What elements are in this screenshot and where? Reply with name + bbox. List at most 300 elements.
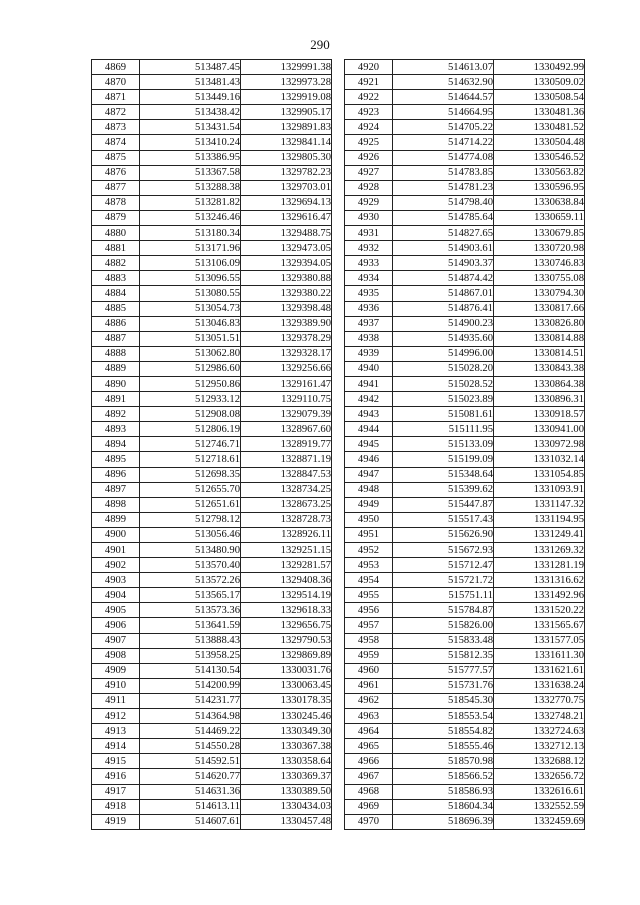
table-row [345, 407, 585, 422]
point-number-cell: 4935 [345, 286, 393, 301]
y-coordinate-cell: 1331621.61 [494, 663, 585, 678]
x-coordinate-cell: 515626.90 [393, 527, 494, 542]
point-number-cell: 4915 [92, 754, 140, 769]
point-number-cell: 4950 [345, 512, 393, 527]
table-row [92, 135, 332, 150]
table-row [345, 346, 585, 361]
point-number-cell: 4907 [92, 633, 140, 648]
table-row [345, 754, 585, 769]
table-row [92, 799, 332, 814]
table-row [345, 180, 585, 195]
y-coordinate-cell: 1329656.75 [241, 618, 332, 633]
y-coordinate-cell: 1330367.38 [241, 739, 332, 754]
point-number-cell: 4875 [92, 150, 140, 165]
table-row [92, 165, 332, 180]
point-number-cell: 4869 [92, 60, 140, 75]
point-number-cell: 4966 [345, 754, 393, 769]
point-number-cell: 4969 [345, 799, 393, 814]
table-row [345, 709, 585, 724]
x-coordinate-cell: 515133.09 [393, 437, 494, 452]
x-coordinate-cell: 518554.82 [393, 724, 494, 739]
point-number-cell: 4882 [92, 256, 140, 271]
table-row [345, 210, 585, 225]
table-row [345, 271, 585, 286]
point-number-cell: 4944 [345, 422, 393, 437]
coordinates-table-body [345, 60, 585, 830]
table-row [92, 376, 332, 391]
table-row [345, 663, 585, 678]
point-number-cell: 4959 [345, 648, 393, 663]
table-row [92, 784, 332, 799]
point-number-cell: 4894 [92, 437, 140, 452]
x-coordinate-cell: 514996.00 [393, 346, 494, 361]
table-row [345, 195, 585, 210]
y-coordinate-cell: 1330814.51 [494, 346, 585, 361]
table-row [345, 150, 585, 165]
point-number-cell: 4891 [92, 392, 140, 407]
x-coordinate-cell: 514631.36 [140, 784, 241, 799]
x-coordinate-cell: 515199.09 [393, 452, 494, 467]
y-coordinate-cell: 1330972.98 [494, 437, 585, 452]
point-number-cell: 4970 [345, 814, 393, 829]
x-coordinate-cell: 513958.25 [140, 648, 241, 663]
y-coordinate-cell: 1329281.57 [241, 558, 332, 573]
y-coordinate-cell: 1331054.85 [494, 467, 585, 482]
x-coordinate-cell: 514935.60 [393, 331, 494, 346]
y-coordinate-cell: 1331611.30 [494, 648, 585, 663]
y-coordinate-cell: 1332616.61 [494, 784, 585, 799]
table-row [345, 452, 585, 467]
table-row [345, 301, 585, 316]
y-coordinate-cell: 1332459.69 [494, 814, 585, 829]
table-row [92, 271, 332, 286]
x-coordinate-cell: 515833.48 [393, 633, 494, 648]
y-coordinate-cell: 1330843.38 [494, 361, 585, 376]
table-row [92, 527, 332, 542]
table-row [92, 437, 332, 452]
x-coordinate-cell: 515712.47 [393, 558, 494, 573]
point-number-cell: 4947 [345, 467, 393, 482]
point-number-cell: 4941 [345, 376, 393, 391]
x-coordinate-cell: 515812.35 [393, 648, 494, 663]
table-row [345, 678, 585, 693]
x-coordinate-cell: 512655.70 [140, 482, 241, 497]
x-coordinate-cell: 513431.54 [140, 120, 241, 135]
x-coordinate-cell: 514607.61 [140, 814, 241, 829]
y-coordinate-cell: 1330481.36 [494, 105, 585, 120]
point-number-cell: 4878 [92, 195, 140, 210]
table-row [345, 90, 585, 105]
y-coordinate-cell: 1330509.02 [494, 75, 585, 90]
y-coordinate-cell: 1329380.22 [241, 286, 332, 301]
point-number-cell: 4877 [92, 180, 140, 195]
point-number-cell: 4871 [92, 90, 140, 105]
y-coordinate-cell: 1329398.48 [241, 301, 332, 316]
x-coordinate-cell: 513056.46 [140, 527, 241, 542]
y-coordinate-cell: 1328967.60 [241, 422, 332, 437]
y-coordinate-cell: 1329256.66 [241, 361, 332, 376]
point-number-cell: 4906 [92, 618, 140, 633]
x-coordinate-cell: 514620.77 [140, 769, 241, 784]
table-row [92, 543, 332, 558]
y-coordinate-cell: 1330755.08 [494, 271, 585, 286]
x-coordinate-cell: 518566.52 [393, 769, 494, 784]
x-coordinate-cell: 514613.11 [140, 799, 241, 814]
table-row [345, 603, 585, 618]
point-number-cell: 4956 [345, 603, 393, 618]
x-coordinate-cell: 515447.87 [393, 497, 494, 512]
x-coordinate-cell: 513246.46 [140, 210, 241, 225]
x-coordinate-cell: 513054.73 [140, 301, 241, 316]
y-coordinate-cell: 1330063.45 [241, 678, 332, 693]
x-coordinate-cell: 513288.38 [140, 180, 241, 195]
x-coordinate-cell: 518604.34 [393, 799, 494, 814]
y-coordinate-cell: 1331249.41 [494, 527, 585, 542]
table-row [345, 361, 585, 376]
table-row [92, 497, 332, 512]
point-number-cell: 4879 [92, 210, 140, 225]
y-coordinate-cell: 1330245.46 [241, 709, 332, 724]
point-number-cell: 4876 [92, 165, 140, 180]
table-row [92, 120, 332, 135]
table-row [345, 256, 585, 271]
y-coordinate-cell: 1330896.31 [494, 392, 585, 407]
y-coordinate-cell: 1330481.52 [494, 120, 585, 135]
table-row [92, 361, 332, 376]
y-coordinate-cell: 1330563.82 [494, 165, 585, 180]
y-coordinate-cell: 1330457.48 [241, 814, 332, 829]
y-coordinate-cell: 1330918.57 [494, 407, 585, 422]
point-number-cell: 4886 [92, 316, 140, 331]
x-coordinate-cell: 515028.52 [393, 376, 494, 391]
x-coordinate-cell: 514130.54 [140, 663, 241, 678]
x-coordinate-cell: 514613.07 [393, 60, 494, 75]
table-row [92, 769, 332, 784]
point-number-cell: 4920 [345, 60, 393, 75]
y-coordinate-cell: 1331316.62 [494, 573, 585, 588]
y-coordinate-cell: 1332552.59 [494, 799, 585, 814]
x-coordinate-cell: 513572.26 [140, 573, 241, 588]
y-coordinate-cell: 1328919.77 [241, 437, 332, 452]
point-number-cell: 4897 [92, 482, 140, 497]
x-coordinate-cell: 514867.01 [393, 286, 494, 301]
point-number-cell: 4939 [345, 346, 393, 361]
table-row [92, 482, 332, 497]
y-coordinate-cell: 1330941.00 [494, 422, 585, 437]
x-coordinate-cell: 512950.86 [140, 376, 241, 391]
table-row [92, 814, 332, 829]
y-coordinate-cell: 1329616.47 [241, 210, 332, 225]
x-coordinate-cell: 513565.17 [140, 588, 241, 603]
x-coordinate-cell: 515672.93 [393, 543, 494, 558]
y-coordinate-cell: 1328847.53 [241, 467, 332, 482]
x-coordinate-cell: 515399.62 [393, 482, 494, 497]
point-number-cell: 4905 [92, 603, 140, 618]
point-number-cell: 4934 [345, 271, 393, 286]
table-row [92, 452, 332, 467]
y-coordinate-cell: 1330720.98 [494, 241, 585, 256]
x-coordinate-cell: 515826.00 [393, 618, 494, 633]
y-coordinate-cell: 1329790.53 [241, 633, 332, 648]
y-coordinate-cell: 1331269.32 [494, 543, 585, 558]
point-number-cell: 4965 [345, 739, 393, 754]
x-coordinate-cell: 515784.87 [393, 603, 494, 618]
point-number-cell: 4888 [92, 346, 140, 361]
point-number-cell: 4892 [92, 407, 140, 422]
point-number-cell: 4925 [345, 135, 393, 150]
table-row [345, 120, 585, 135]
table-row [92, 210, 332, 225]
table-row [345, 376, 585, 391]
x-coordinate-cell: 513281.82 [140, 195, 241, 210]
x-coordinate-cell: 514903.37 [393, 256, 494, 271]
y-coordinate-cell: 1329079.39 [241, 407, 332, 422]
table-row [345, 316, 585, 331]
point-number-cell: 4896 [92, 467, 140, 482]
table-row [92, 407, 332, 422]
x-coordinate-cell: 514644.57 [393, 90, 494, 105]
point-number-cell: 4945 [345, 437, 393, 452]
x-coordinate-cell: 513080.55 [140, 286, 241, 301]
x-coordinate-cell: 518570.98 [393, 754, 494, 769]
table-row [345, 135, 585, 150]
y-coordinate-cell: 1330389.50 [241, 784, 332, 799]
table-row [345, 497, 585, 512]
table-row [345, 573, 585, 588]
y-coordinate-cell: 1329378.29 [241, 331, 332, 346]
coordinates-table-body [92, 60, 332, 830]
y-coordinate-cell: 1331520.22 [494, 603, 585, 618]
y-coordinate-cell: 1330659.11 [494, 210, 585, 225]
x-coordinate-cell: 513480.90 [140, 543, 241, 558]
y-coordinate-cell: 1332712.13 [494, 739, 585, 754]
y-coordinate-cell: 1329618.33 [241, 603, 332, 618]
y-coordinate-cell: 1330746.83 [494, 256, 585, 271]
y-coordinate-cell: 1330178.35 [241, 693, 332, 708]
table-row [92, 60, 332, 75]
x-coordinate-cell: 513888.43 [140, 633, 241, 648]
x-coordinate-cell: 513180.34 [140, 226, 241, 241]
table-row [92, 573, 332, 588]
table-row [92, 392, 332, 407]
x-coordinate-cell: 514550.28 [140, 739, 241, 754]
point-number-cell: 4937 [345, 316, 393, 331]
x-coordinate-cell: 515081.61 [393, 407, 494, 422]
point-number-cell: 4955 [345, 588, 393, 603]
x-coordinate-cell: 518586.93 [393, 784, 494, 799]
point-number-cell: 4895 [92, 452, 140, 467]
table-row [345, 60, 585, 75]
table-row [92, 633, 332, 648]
y-coordinate-cell: 1329394.05 [241, 256, 332, 271]
point-number-cell: 4885 [92, 301, 140, 316]
point-number-cell: 4921 [345, 75, 393, 90]
y-coordinate-cell: 1328926.11 [241, 527, 332, 542]
y-coordinate-cell: 1329694.13 [241, 195, 332, 210]
table-row [345, 75, 585, 90]
table-row [345, 422, 585, 437]
y-coordinate-cell: 1332688.12 [494, 754, 585, 769]
x-coordinate-cell: 513062.80 [140, 346, 241, 361]
table-row [92, 754, 332, 769]
point-number-cell: 4940 [345, 361, 393, 376]
point-number-cell: 4874 [92, 135, 140, 150]
point-number-cell: 4960 [345, 663, 393, 678]
point-number-cell: 4924 [345, 120, 393, 135]
point-number-cell: 4962 [345, 693, 393, 708]
y-coordinate-cell: 1330817.66 [494, 301, 585, 316]
y-coordinate-cell: 1330349.30 [241, 724, 332, 739]
table-row [345, 633, 585, 648]
x-coordinate-cell: 514903.61 [393, 241, 494, 256]
y-coordinate-cell: 1330504.48 [494, 135, 585, 150]
table-row [92, 648, 332, 663]
table-row [345, 105, 585, 120]
point-number-cell: 4932 [345, 241, 393, 256]
x-coordinate-cell: 514714.22 [393, 135, 494, 150]
table-row [92, 618, 332, 633]
table-row [92, 105, 332, 120]
x-coordinate-cell: 515028.20 [393, 361, 494, 376]
table-row [92, 195, 332, 210]
point-number-cell: 4930 [345, 210, 393, 225]
y-coordinate-cell: 1331281.19 [494, 558, 585, 573]
table-row [345, 165, 585, 180]
x-coordinate-cell: 513367.58 [140, 165, 241, 180]
x-coordinate-cell: 518696.39 [393, 814, 494, 829]
table-row [345, 618, 585, 633]
y-coordinate-cell: 1330596.95 [494, 180, 585, 195]
point-number-cell: 4964 [345, 724, 393, 739]
point-number-cell: 4911 [92, 693, 140, 708]
point-number-cell: 4873 [92, 120, 140, 135]
x-coordinate-cell: 514469.22 [140, 724, 241, 739]
y-coordinate-cell: 1329251.15 [241, 543, 332, 558]
x-coordinate-cell: 518555.46 [393, 739, 494, 754]
y-coordinate-cell: 1329473.05 [241, 241, 332, 256]
point-number-cell: 4922 [345, 90, 393, 105]
x-coordinate-cell: 513641.59 [140, 618, 241, 633]
x-coordinate-cell: 514200.99 [140, 678, 241, 693]
point-number-cell: 4933 [345, 256, 393, 271]
x-coordinate-cell: 514592.51 [140, 754, 241, 769]
table-row [345, 799, 585, 814]
point-number-cell: 4953 [345, 558, 393, 573]
point-number-cell: 4887 [92, 331, 140, 346]
table-row [92, 467, 332, 482]
x-coordinate-cell: 514876.41 [393, 301, 494, 316]
point-number-cell: 4880 [92, 226, 140, 241]
point-number-cell: 4902 [92, 558, 140, 573]
x-coordinate-cell: 514364.98 [140, 709, 241, 724]
point-number-cell: 4936 [345, 301, 393, 316]
x-coordinate-cell: 514231.77 [140, 693, 241, 708]
x-coordinate-cell: 512806.19 [140, 422, 241, 437]
y-coordinate-cell: 1331565.67 [494, 618, 585, 633]
y-coordinate-cell: 1329161.47 [241, 376, 332, 391]
x-coordinate-cell: 515777.57 [393, 663, 494, 678]
y-coordinate-cell: 1328673.25 [241, 497, 332, 512]
y-coordinate-cell: 1330814.88 [494, 331, 585, 346]
x-coordinate-cell: 514781.23 [393, 180, 494, 195]
point-number-cell: 4961 [345, 678, 393, 693]
point-number-cell: 4881 [92, 241, 140, 256]
y-coordinate-cell: 1329891.83 [241, 120, 332, 135]
table-row [92, 663, 332, 678]
point-number-cell: 4918 [92, 799, 140, 814]
table-row [345, 739, 585, 754]
page-number: 290 [310, 37, 330, 52]
table-row [92, 693, 332, 708]
point-number-cell: 4951 [345, 527, 393, 542]
point-number-cell: 4931 [345, 226, 393, 241]
y-coordinate-cell: 1330679.85 [494, 226, 585, 241]
point-number-cell: 4957 [345, 618, 393, 633]
table-row [92, 422, 332, 437]
y-coordinate-cell: 1328728.73 [241, 512, 332, 527]
table-row [345, 392, 585, 407]
table-row [92, 226, 332, 241]
y-coordinate-cell: 1330864.38 [494, 376, 585, 391]
y-coordinate-cell: 1329782.23 [241, 165, 332, 180]
table-row [92, 346, 332, 361]
table-row [92, 75, 332, 90]
y-coordinate-cell: 1330031.76 [241, 663, 332, 678]
table-row [345, 226, 585, 241]
table-row [345, 512, 585, 527]
x-coordinate-cell: 514874.42 [393, 271, 494, 286]
point-number-cell: 4963 [345, 709, 393, 724]
point-number-cell: 4967 [345, 769, 393, 784]
table-row [92, 558, 332, 573]
point-number-cell: 4912 [92, 709, 140, 724]
table-row [92, 150, 332, 165]
table-row [345, 437, 585, 452]
x-coordinate-cell: 515751.11 [393, 588, 494, 603]
table-row [345, 693, 585, 708]
y-coordinate-cell: 1329110.75 [241, 392, 332, 407]
point-number-cell: 4900 [92, 527, 140, 542]
y-coordinate-cell: 1330492.99 [494, 60, 585, 75]
point-number-cell: 4949 [345, 497, 393, 512]
table-row [92, 241, 332, 256]
y-coordinate-cell: 1329328.17 [241, 346, 332, 361]
y-coordinate-cell: 1331492.96 [494, 588, 585, 603]
point-number-cell: 4917 [92, 784, 140, 799]
point-number-cell: 4926 [345, 150, 393, 165]
point-number-cell: 4929 [345, 195, 393, 210]
point-number-cell: 4889 [92, 361, 140, 376]
x-coordinate-cell: 514774.08 [393, 150, 494, 165]
point-number-cell: 4913 [92, 724, 140, 739]
y-coordinate-cell: 1329380.88 [241, 271, 332, 286]
point-number-cell: 4908 [92, 648, 140, 663]
y-coordinate-cell: 1330546.52 [494, 150, 585, 165]
y-coordinate-cell: 1332748.21 [494, 709, 585, 724]
y-coordinate-cell: 1331093.91 [494, 482, 585, 497]
y-coordinate-cell: 1329841.14 [241, 135, 332, 150]
y-coordinate-cell: 1329514.19 [241, 588, 332, 603]
x-coordinate-cell: 513410.24 [140, 135, 241, 150]
table-row [92, 739, 332, 754]
point-number-cell: 4872 [92, 105, 140, 120]
x-coordinate-cell: 513573.36 [140, 603, 241, 618]
y-coordinate-cell: 1332656.72 [494, 769, 585, 784]
table-row [92, 724, 332, 739]
point-number-cell: 4943 [345, 407, 393, 422]
table-row [92, 256, 332, 271]
point-number-cell: 4948 [345, 482, 393, 497]
